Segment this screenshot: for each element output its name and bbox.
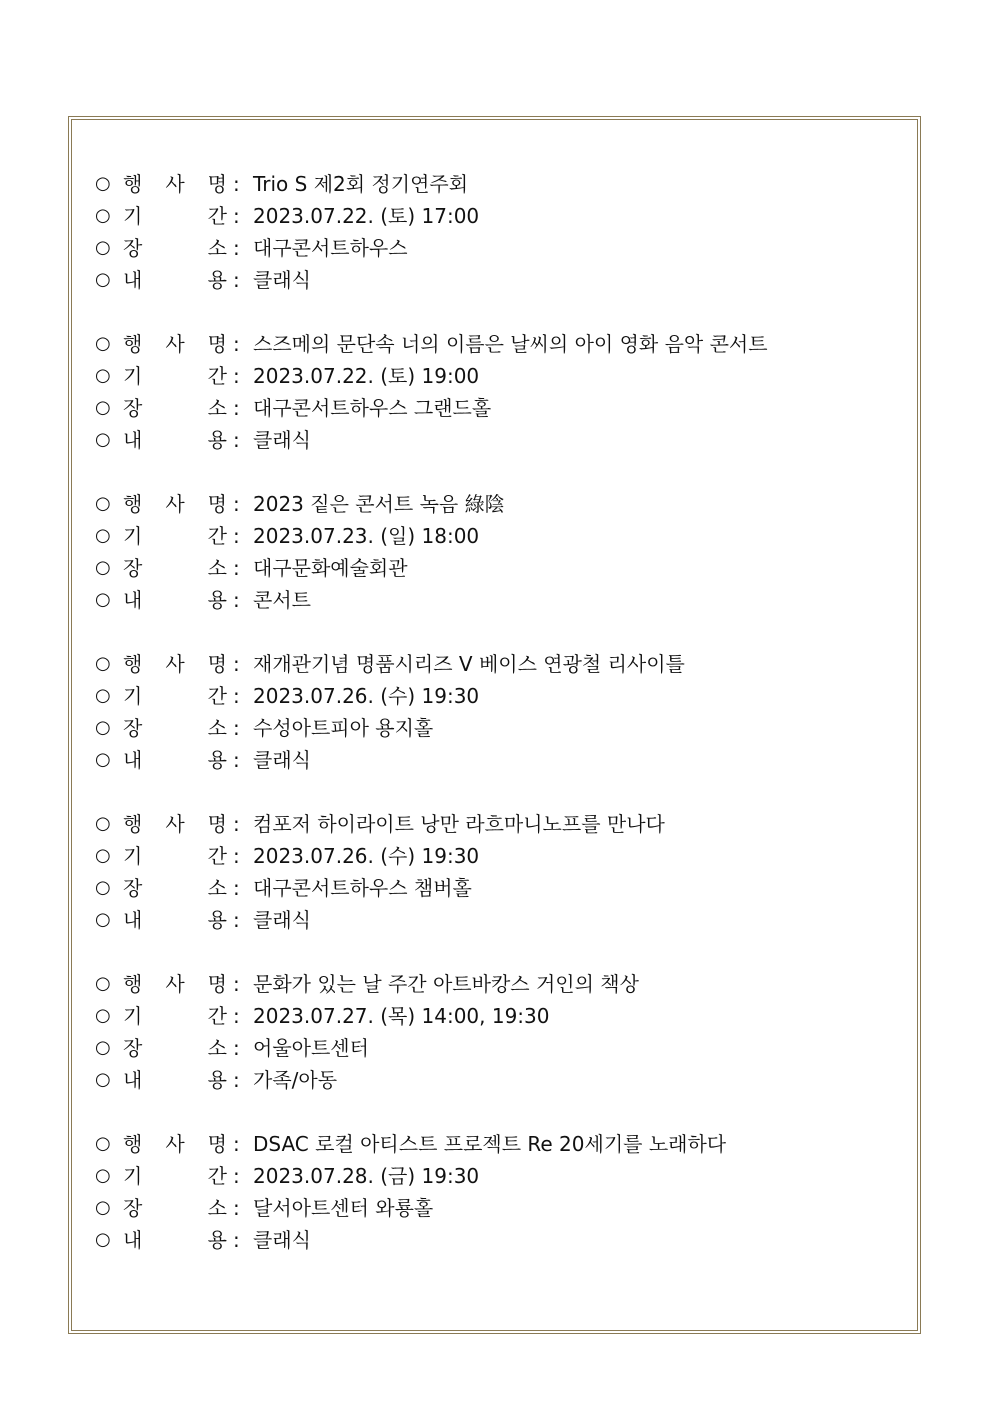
field-label-char: 소 — [207, 716, 227, 740]
field-colon: : — [233, 1004, 240, 1028]
event-block — [95, 968, 895, 1096]
event-period-row — [95, 680, 895, 712]
circle-bullet-icon: ○ — [95, 749, 111, 770]
event-place-value: 대구문화예술회관 — [253, 556, 408, 580]
field-label-char: 장 — [123, 876, 143, 900]
circle-bullet-icon: ○ — [95, 205, 111, 226]
circle-bullet-icon: ○ — [95, 1197, 111, 1218]
circle-bullet-icon: ○ — [95, 1069, 111, 1090]
field-label-content — [123, 904, 227, 936]
field-label-char: 소 — [207, 396, 227, 420]
field-label-name — [123, 648, 227, 680]
event-list — [95, 168, 895, 1288]
event-period-row — [95, 520, 895, 552]
field-colon: : — [233, 684, 240, 708]
field-label-char: 사 — [165, 812, 185, 836]
circle-bullet-icon: ○ — [95, 1037, 111, 1058]
field-label-char: 장 — [123, 1196, 143, 1220]
field-label-name — [123, 968, 227, 1000]
circle-bullet-icon: ○ — [95, 717, 111, 738]
field-label-content — [123, 1224, 227, 1256]
event-content-value: 클래식 — [253, 748, 311, 772]
field-label-place — [123, 552, 227, 584]
field-label-content — [123, 1064, 227, 1096]
event-content-row — [95, 1224, 895, 1256]
circle-bullet-icon: ○ — [95, 877, 111, 898]
event-period-value: 2023.07.26. (수) 19:30 — [253, 684, 480, 708]
circle-bullet-icon: ○ — [95, 1165, 111, 1186]
field-label-char: 사 — [165, 972, 185, 996]
field-colon: : — [233, 908, 240, 932]
field-label-char: 사 — [165, 332, 185, 356]
field-colon: : — [233, 844, 240, 868]
circle-bullet-icon: ○ — [95, 813, 111, 834]
field-label-char: 기 — [123, 1004, 143, 1028]
field-label-char: 소 — [207, 236, 227, 260]
field-label-char: 용 — [207, 1228, 227, 1252]
field-label-char: 소 — [207, 1196, 227, 1220]
field-label-char: 행 — [123, 492, 143, 516]
event-name-value: 스즈메의 문단속 너의 이름은 날씨의 아이 영화 음악 콘서트 — [253, 332, 768, 356]
event-content-value: 클래식 — [253, 1228, 311, 1252]
field-label-place — [123, 1032, 227, 1064]
field-label-char: 간 — [207, 364, 227, 388]
event-period-value: 2023.07.23. (일) 18:00 — [253, 524, 480, 548]
event-content-row — [95, 904, 895, 936]
field-label-period — [123, 840, 227, 872]
circle-bullet-icon: ○ — [95, 525, 111, 546]
event-content-value: 클래식 — [253, 268, 311, 292]
field-label-char: 소 — [207, 876, 227, 900]
event-place-value: 대구콘서트하우스 — [253, 236, 408, 260]
event-period-value: 2023.07.28. (금) 19:30 — [253, 1164, 480, 1188]
field-label-char: 명 — [207, 972, 227, 996]
event-period-row — [95, 1000, 895, 1032]
field-label-char: 용 — [207, 908, 227, 932]
event-content-row — [95, 1064, 895, 1096]
field-label-char: 용 — [207, 428, 227, 452]
field-label-char: 장 — [123, 396, 143, 420]
circle-bullet-icon: ○ — [95, 973, 111, 994]
field-colon: : — [233, 1196, 240, 1220]
event-name-value: 컴포저 하이라이트 낭만 라흐마니노프를 만나다 — [253, 812, 665, 836]
field-label-name — [123, 168, 227, 200]
field-label-char: 행 — [123, 972, 143, 996]
field-label-char: 내 — [123, 748, 143, 772]
event-block — [95, 328, 895, 456]
field-colon: : — [233, 268, 240, 292]
event-name-row — [95, 488, 895, 520]
event-place-row — [95, 232, 895, 264]
event-content-value: 가족/아동 — [253, 1068, 338, 1092]
field-label-char: 소 — [207, 556, 227, 580]
field-label-char: 기 — [123, 364, 143, 388]
field-colon: : — [233, 172, 240, 196]
field-colon: : — [233, 492, 240, 516]
circle-bullet-icon: ○ — [95, 1005, 111, 1026]
field-label-period — [123, 1160, 227, 1192]
field-label-char: 용 — [207, 748, 227, 772]
circle-bullet-icon: ○ — [95, 1133, 111, 1154]
field-label-char: 사 — [165, 1132, 185, 1156]
event-period-row — [95, 1160, 895, 1192]
field-label-content — [123, 744, 227, 776]
circle-bullet-icon: ○ — [95, 365, 111, 386]
field-label-char: 내 — [123, 268, 143, 292]
circle-bullet-icon: ○ — [95, 685, 111, 706]
field-label-char: 명 — [207, 172, 227, 196]
field-label-char: 간 — [207, 1004, 227, 1028]
event-name-row — [95, 968, 895, 1000]
circle-bullet-icon: ○ — [95, 589, 111, 610]
circle-bullet-icon: ○ — [95, 909, 111, 930]
field-label-char: 용 — [207, 268, 227, 292]
event-place-row — [95, 392, 895, 424]
field-colon: : — [233, 1068, 240, 1092]
field-colon: : — [233, 236, 240, 260]
event-name-row — [95, 168, 895, 200]
field-label-name — [123, 488, 227, 520]
field-label-content — [123, 264, 227, 296]
field-label-place — [123, 232, 227, 264]
circle-bullet-icon: ○ — [95, 333, 111, 354]
event-place-row — [95, 552, 895, 584]
field-label-name — [123, 1128, 227, 1160]
field-label-char: 기 — [123, 844, 143, 868]
field-label-period — [123, 680, 227, 712]
field-label-char: 간 — [207, 684, 227, 708]
field-colon: : — [233, 652, 240, 676]
field-label-char: 명 — [207, 812, 227, 836]
field-label-char: 장 — [123, 716, 143, 740]
field-label-char: 행 — [123, 172, 143, 196]
field-label-char: 기 — [123, 204, 143, 228]
event-block — [95, 1128, 895, 1256]
event-content-row — [95, 264, 895, 296]
field-label-period — [123, 360, 227, 392]
field-label-char: 소 — [207, 1036, 227, 1060]
field-label-char: 용 — [207, 588, 227, 612]
event-name-value: 문화가 있는 날 주간 아트바캉스 거인의 책상 — [253, 972, 639, 996]
event-block — [95, 488, 895, 616]
event-place-row — [95, 1032, 895, 1064]
event-name-value: DSAC 로컬 아티스트 프로젝트 Re 20세기를 노래하다 — [253, 1132, 727, 1156]
field-label-content — [123, 424, 227, 456]
field-label-char: 사 — [165, 492, 185, 516]
field-label-char: 장 — [123, 556, 143, 580]
field-label-name — [123, 808, 227, 840]
field-label-place — [123, 392, 227, 424]
event-period-row — [95, 360, 895, 392]
event-block — [95, 808, 895, 936]
field-colon: : — [233, 332, 240, 356]
event-period-row — [95, 840, 895, 872]
field-colon: : — [233, 524, 240, 548]
field-colon: : — [233, 748, 240, 772]
field-label-char: 기 — [123, 684, 143, 708]
circle-bullet-icon: ○ — [95, 269, 111, 290]
event-place-value: 달서아트센터 와룡홀 — [253, 1196, 434, 1220]
field-label-char: 행 — [123, 812, 143, 836]
field-label-char: 내 — [123, 588, 143, 612]
circle-bullet-icon: ○ — [95, 653, 111, 674]
event-place-row — [95, 872, 895, 904]
event-content-row — [95, 424, 895, 456]
event-name-row — [95, 328, 895, 360]
circle-bullet-icon: ○ — [95, 237, 111, 258]
field-label-char: 명 — [207, 492, 227, 516]
event-place-row — [95, 1192, 895, 1224]
field-label-content — [123, 584, 227, 616]
field-label-char: 용 — [207, 1068, 227, 1092]
field-colon: : — [233, 396, 240, 420]
field-label-char: 간 — [207, 524, 227, 548]
field-label-char: 내 — [123, 1228, 143, 1252]
field-colon: : — [233, 556, 240, 580]
field-label-char: 간 — [207, 204, 227, 228]
field-label-char: 명 — [207, 332, 227, 356]
field-label-char: 행 — [123, 1132, 143, 1156]
circle-bullet-icon: ○ — [95, 557, 111, 578]
event-place-value: 어울아트센터 — [253, 1036, 369, 1060]
event-period-value: 2023.07.22. (토) 19:00 — [253, 364, 480, 388]
field-label-char: 기 — [123, 1164, 143, 1188]
field-colon: : — [233, 364, 240, 388]
event-content-value: 클래식 — [253, 908, 311, 932]
field-colon: : — [233, 1164, 240, 1188]
event-content-row — [95, 744, 895, 776]
field-colon: : — [233, 716, 240, 740]
event-name-value: 2023 짙은 콘서트 녹음 綠陰 — [253, 492, 505, 516]
event-period-value: 2023.07.22. (토) 17:00 — [253, 204, 480, 228]
event-name-row — [95, 648, 895, 680]
field-label-char: 기 — [123, 524, 143, 548]
field-label-char: 간 — [207, 844, 227, 868]
event-name-value: Trio S 제2회 정기연주회 — [253, 172, 469, 196]
field-colon: : — [233, 1132, 240, 1156]
field-label-char: 사 — [165, 172, 185, 196]
field-label-name — [123, 328, 227, 360]
event-content-row — [95, 584, 895, 616]
field-label-place — [123, 712, 227, 744]
field-label-char: 행 — [123, 652, 143, 676]
field-label-char: 장 — [123, 236, 143, 260]
field-label-period — [123, 200, 227, 232]
field-label-char: 명 — [207, 652, 227, 676]
event-place-value: 대구콘서트하우스 그랜드홀 — [253, 396, 492, 420]
field-label-char: 내 — [123, 908, 143, 932]
event-period-row — [95, 200, 895, 232]
field-label-period — [123, 1000, 227, 1032]
field-label-char: 장 — [123, 1036, 143, 1060]
circle-bullet-icon: ○ — [95, 173, 111, 194]
field-label-char: 간 — [207, 1164, 227, 1188]
field-colon: : — [233, 972, 240, 996]
field-label-place — [123, 1192, 227, 1224]
field-colon: : — [233, 876, 240, 900]
event-period-value: 2023.07.26. (수) 19:30 — [253, 844, 480, 868]
field-label-period — [123, 520, 227, 552]
field-colon: : — [233, 428, 240, 452]
circle-bullet-icon: ○ — [95, 845, 111, 866]
event-content-value: 클래식 — [253, 428, 311, 452]
field-label-char: 명 — [207, 1132, 227, 1156]
field-label-place — [123, 872, 227, 904]
field-colon: : — [233, 588, 240, 612]
circle-bullet-icon: ○ — [95, 493, 111, 514]
event-block — [95, 168, 895, 296]
event-name-row — [95, 1128, 895, 1160]
field-label-char: 사 — [165, 652, 185, 676]
field-label-char: 내 — [123, 428, 143, 452]
event-place-value: 대구콘서트하우스 챔버홀 — [253, 876, 472, 900]
circle-bullet-icon: ○ — [95, 429, 111, 450]
event-period-value: 2023.07.27. (목) 14:00, 19:30 — [253, 1004, 550, 1028]
event-content-value: 콘서트 — [253, 588, 311, 612]
event-place-value: 수성아트피아 용지홀 — [253, 716, 434, 740]
event-place-row — [95, 712, 895, 744]
field-colon: : — [233, 204, 240, 228]
event-name-value: 재개관기념 명품시리즈 V 베이스 연광철 리사이틀 — [253, 652, 685, 676]
field-label-char: 행 — [123, 332, 143, 356]
event-block — [95, 648, 895, 776]
event-name-row — [95, 808, 895, 840]
field-colon: : — [233, 812, 240, 836]
field-colon: : — [233, 1228, 240, 1252]
circle-bullet-icon: ○ — [95, 1229, 111, 1250]
field-colon: : — [233, 1036, 240, 1060]
field-label-char: 내 — [123, 1068, 143, 1092]
circle-bullet-icon: ○ — [95, 397, 111, 418]
